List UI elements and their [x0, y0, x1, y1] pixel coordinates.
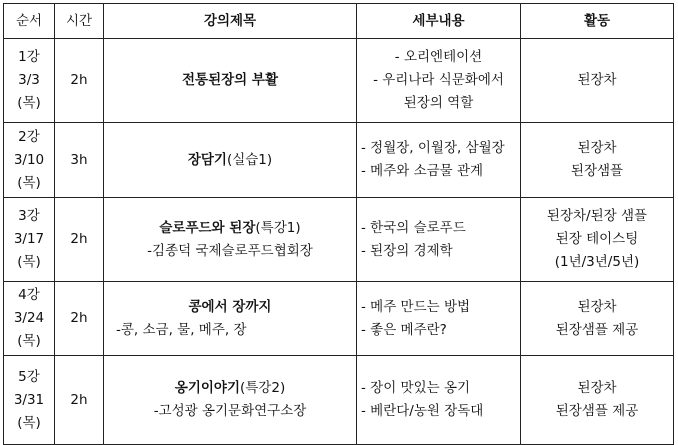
table-row	[4, 39, 674, 123]
detail-line: - 한국의 슬로푸드	[361, 219, 466, 236]
activity-line: 된장 테이스팅	[555, 231, 639, 247]
order-date: 3/3	[18, 72, 40, 88]
order-cell	[4, 198, 55, 282]
header-row	[4, 4, 674, 39]
header-title: 강의제목	[104, 4, 357, 39]
title-cell	[104, 198, 357, 282]
detail-cell	[357, 356, 521, 445]
activity-line: 된장샘플	[570, 163, 624, 179]
order-date: 3/31	[13, 391, 45, 408]
time-cell: 3h	[55, 123, 104, 198]
activity-line: 된장차	[577, 140, 617, 156]
title-bold: 장담기	[187, 151, 227, 168]
order-number: 3강	[18, 208, 40, 224]
order-number: 2강	[18, 128, 40, 145]
detail-line: - 베란다/농원 장독대	[361, 403, 484, 419]
title-normal: (특강1)	[255, 219, 301, 236]
title-cell	[104, 282, 357, 356]
title-bold: 옹기이야기	[174, 380, 240, 396]
header-activity: 활동	[521, 4, 674, 39]
activity-cell	[521, 39, 674, 123]
time-cell: 2h	[55, 356, 104, 445]
title-bold: 슬로푸드와 된장	[159, 219, 256, 236]
order-cell	[4, 123, 55, 198]
order-cell	[4, 282, 55, 356]
schedule-table-wrapper	[3, 3, 674, 445]
detail-line: - 좋은 메주란?	[361, 321, 447, 338]
activity-line: 된장차/된장 샘플	[546, 208, 648, 224]
activity-line: 된장샘플 제공	[555, 321, 639, 338]
order-weekday: (목)	[17, 414, 41, 431]
order-cell	[4, 39, 55, 123]
lecture-schedule-table	[3, 3, 674, 445]
time-cell: 2h	[55, 198, 104, 282]
detail-line: - 된장의 경제학	[361, 242, 453, 259]
time-cell: 2h	[55, 39, 104, 123]
header-order: 순서	[4, 4, 55, 39]
header-time: 시간	[55, 4, 104, 39]
activity-line: 된장차	[577, 380, 617, 396]
title-normal: (특강2)	[240, 380, 286, 396]
header-detail: 세부내용	[357, 4, 521, 39]
title-sub: -고성광 옹기문화연구소장	[153, 403, 307, 419]
detail-line: - 정월장, 이월장, 삼월장	[361, 140, 505, 156]
order-date: 3/10	[13, 151, 45, 168]
order-weekday: (목)	[17, 333, 41, 349]
activity-cell	[521, 356, 674, 445]
activity-cell	[521, 198, 674, 282]
activity-cell	[521, 123, 674, 198]
table-row	[4, 356, 674, 445]
table-row	[4, 123, 674, 198]
order-weekday: (목)	[17, 174, 41, 191]
order-weekday: (목)	[17, 254, 41, 270]
order-number: 5강	[18, 368, 40, 385]
order-number: 4강	[18, 287, 40, 303]
detail-line: - 메주와 소금물 관계	[361, 163, 484, 179]
table-row	[4, 282, 674, 356]
title-cell	[104, 356, 357, 445]
activity-line: 된장샘플 제공	[555, 403, 639, 419]
activity-line: 된장차	[577, 298, 617, 315]
order-weekday: (목)	[17, 95, 41, 111]
order-date: 3/17	[13, 231, 45, 247]
detail-cell	[357, 198, 521, 282]
title-cell	[104, 39, 357, 123]
title-bold: 콩에서 장까지	[188, 298, 272, 315]
time-cell: 2h	[55, 282, 104, 356]
detail-line: - 메주 만드는 방법	[361, 298, 471, 315]
detail-line: 된장의 역할	[403, 95, 474, 111]
detail-line: - 장이 맛있는 옹기	[361, 380, 471, 396]
title-cell	[104, 123, 357, 198]
title-bold: 전통된장의 부활	[182, 72, 278, 88]
title-sub: -콩, 소금, 물, 메주, 장	[116, 321, 247, 338]
title-sub: -김종덕 국제슬로푸드협회장	[147, 242, 313, 259]
title-normal: (실습1)	[226, 151, 273, 168]
order-cell	[4, 356, 55, 445]
order-number: 1강	[18, 49, 40, 65]
detail-line: - 우리나라 식문화에서	[373, 72, 504, 88]
detail-line: - 오리엔테이션	[394, 49, 483, 65]
detail-cell	[357, 39, 521, 123]
activity-line: 된장차	[577, 72, 617, 88]
detail-cell	[357, 123, 521, 198]
table-row	[4, 198, 674, 282]
activity-cell	[521, 282, 674, 356]
detail-cell	[357, 282, 521, 356]
order-date: 3/24	[13, 310, 45, 326]
activity-line: (1년/3년/5년)	[554, 254, 640, 270]
